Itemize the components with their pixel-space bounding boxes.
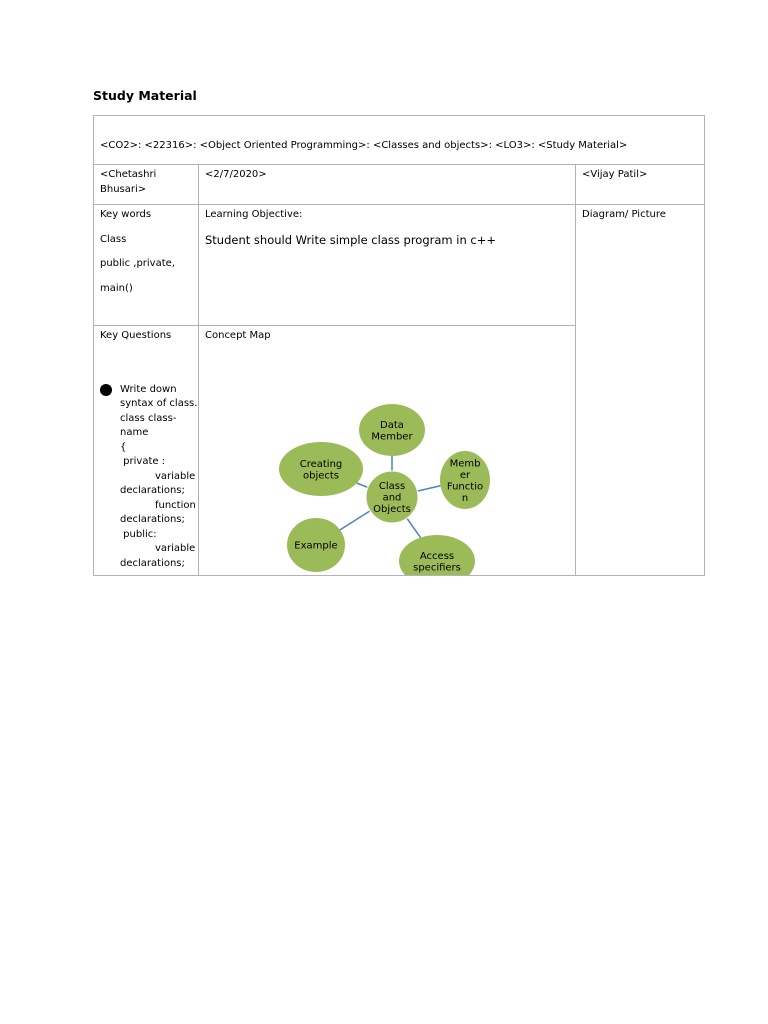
node-label-member-function: er: [459, 469, 471, 481]
bullet-icon: [100, 384, 112, 396]
key-question-text: Write down syntax of class. class class- name { private : variable declarations; function declarations; public: variable declarations;: [120, 383, 198, 569]
key-questions-cell: [94, 326, 199, 576]
node-label-example: Example: [294, 540, 338, 552]
diagram-label: Diagram/ Picture: [582, 209, 666, 220]
learning-objective-label: Learning Objective:: [205, 209, 303, 220]
node-label-access-specifiers: specifiers: [413, 562, 461, 574]
reviewer-cell: [576, 165, 705, 205]
concept-map-label: Concept Map: [205, 330, 271, 341]
author-cell: [94, 165, 199, 205]
keyword: main(): [100, 282, 133, 294]
connector-example: [340, 511, 370, 530]
study-material-table: [93, 115, 705, 576]
connector-creating-objects: [357, 483, 368, 487]
node-label-member-function: n: [461, 492, 469, 504]
course-header: <CO2>: <22316>: <Object Oriented Programming>: <Classes and objects>: <LO3>: <Study Material>: [100, 140, 628, 151]
key-questions-label: Key Questions: [100, 330, 172, 341]
concept-map-cell: [199, 326, 576, 576]
date: <2/7/2020>: [205, 169, 267, 180]
reviewer-name: <Vijay Patil>: [582, 169, 648, 180]
diagram-cell: [576, 205, 705, 576]
node-label-center: Objects: [373, 504, 411, 515]
node-label-member-function: Functio: [446, 481, 484, 493]
learning-objective-text: Student should Write simple class program in c++: [205, 232, 496, 247]
node-label-member-function: Memb: [449, 458, 481, 470]
concept-map-diagram: [199, 352, 576, 576]
connector-access-specifiers: [407, 518, 421, 537]
keyword: public ,private,: [100, 258, 175, 269]
keywords-cell: [94, 205, 199, 326]
connector-member-function: [417, 486, 440, 491]
node-label-center: Class: [378, 481, 406, 492]
author-name: <Chetashri Bhusari>: [100, 169, 157, 195]
learning-objective-cell: [199, 205, 576, 326]
node-label-creating-objects: Creating: [299, 458, 343, 470]
node-label-access-specifiers: Access: [419, 550, 455, 562]
date-cell: [199, 165, 576, 205]
key-question-item: [100, 383, 198, 572]
node-label-center: and: [382, 492, 402, 504]
node-label-data-member: Member: [371, 431, 413, 443]
keywords-label: Key words: [100, 209, 152, 220]
node-label-data-member: Data: [380, 419, 404, 431]
node-label-creating-objects: objects: [302, 470, 340, 482]
page-title: Study Material: [93, 88, 197, 103]
header-cell: [94, 116, 705, 165]
keyword: Class: [100, 233, 127, 245]
